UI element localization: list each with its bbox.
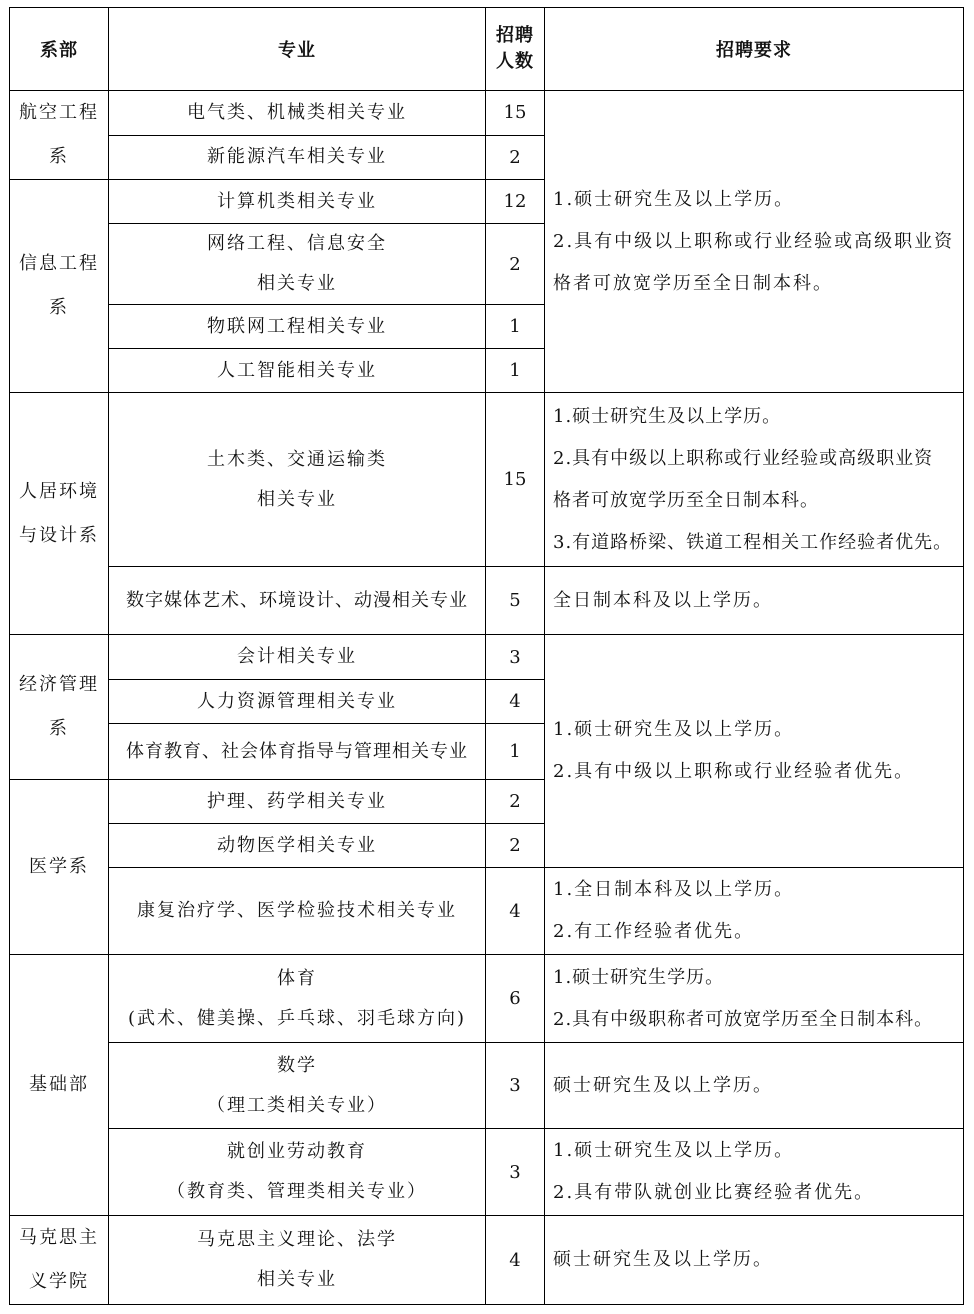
table-row	[10, 955, 964, 1043]
requirement-line: 1.硕士研究生学历。	[553, 966, 725, 988]
requirements-cell	[545, 393, 964, 567]
dept-line: 系	[49, 297, 69, 318]
requirement-line: 格者可放宽学历至全日制本科。	[553, 272, 833, 294]
dept-line: 医学系	[29, 856, 89, 877]
major-cell	[109, 1043, 486, 1129]
header-count	[486, 8, 545, 91]
requirements-cell	[545, 1129, 964, 1216]
requirement-line: 2.有工作经验者优先。	[553, 921, 755, 942]
requirements-cell	[545, 567, 964, 635]
table-row	[10, 91, 964, 136]
major-line: 康复治疗学、医学检验技术相关专业	[137, 900, 457, 921]
dept-line: 经济管理	[19, 674, 99, 695]
major-cell	[109, 635, 486, 680]
count-cell: 3	[486, 1129, 545, 1216]
major-cell	[109, 349, 486, 393]
header-count-line1: 招聘	[496, 25, 534, 46]
major-cell	[109, 305, 486, 349]
major-cell	[109, 393, 486, 567]
requirement-line: 1.全日制本科及以上学历。	[553, 879, 795, 900]
major-cell	[109, 224, 486, 305]
count-cell: 15	[486, 393, 545, 567]
dept-cell	[10, 780, 109, 955]
major-cell	[109, 680, 486, 724]
major-line: 土木类、交通运输类	[207, 448, 387, 470]
count-cell: 2	[486, 824, 545, 868]
major-line: 会计相关专业	[237, 646, 357, 667]
count-cell: 1	[486, 349, 545, 393]
requirement-line: 硕士研究生及以上学历。	[553, 1074, 773, 1096]
major-line: （理工类相关专业）	[207, 1094, 387, 1116]
major-cell	[109, 135, 486, 180]
major-cell	[109, 1129, 486, 1216]
dept-cell	[10, 955, 109, 1216]
major-line: 电气类、机械类相关专业	[187, 101, 407, 123]
count-cell: 4	[486, 1216, 545, 1305]
major-cell	[109, 955, 486, 1043]
requirement-line: 格者可放宽学历至全日制本科。	[553, 489, 819, 511]
dept-line: 航空工程	[19, 102, 99, 123]
major-cell	[109, 567, 486, 635]
requirement-line: 全日制本科及以上学历。	[553, 589, 773, 611]
dept-line: 人居环境	[19, 480, 99, 502]
table-row	[10, 567, 964, 635]
header-requirements: 招聘要求	[545, 8, 964, 91]
major-line: （教育类、管理类相关专业）	[167, 1181, 427, 1202]
major-line: 网络工程、信息安全	[207, 233, 387, 254]
requirement-line: 2.具有带队就创业比赛经验者优先。	[553, 1182, 875, 1203]
requirements-cell	[545, 635, 964, 868]
dept-cell	[10, 393, 109, 635]
dept-line: 系	[49, 718, 69, 739]
dept-line: 马克思主	[19, 1227, 99, 1248]
major-line: 人力资源管理相关专业	[197, 690, 397, 712]
major-line: 计算机类相关专业	[217, 190, 377, 212]
requirement-line: 1.硕士研究生及以上学历。	[553, 405, 782, 427]
count-cell: 2	[486, 224, 545, 305]
requirements-cell	[545, 1216, 964, 1305]
count-cell: 4	[486, 868, 545, 955]
header-major: 专业	[109, 8, 486, 91]
dept-line: 信息工程	[19, 253, 99, 274]
requirement-line: 1.硕士研究生及以上学历。	[553, 188, 795, 210]
requirements-cell	[545, 868, 964, 955]
dept-line: 义学院	[29, 1271, 89, 1292]
dept-line: 与设计系	[19, 524, 99, 546]
count-cell: 15	[486, 91, 545, 136]
dept-line: 系	[49, 146, 69, 167]
requirement-line: 1.硕士研究生及以上学历。	[553, 719, 795, 740]
requirements-cell	[545, 955, 964, 1043]
header-department: 系部	[10, 8, 109, 91]
major-line: 物联网工程相关专业	[207, 315, 387, 337]
count-cell: 2	[486, 780, 545, 824]
major-cell	[109, 780, 486, 824]
major-cell	[109, 724, 486, 780]
major-line: 动物医学相关专业	[217, 834, 377, 856]
requirements-cell	[545, 1043, 964, 1129]
major-line: 相关专业	[257, 273, 337, 294]
dept-cell	[10, 180, 109, 393]
major-line: 数学	[277, 1054, 317, 1076]
count-cell: 5	[486, 567, 545, 635]
dept-cell	[10, 635, 109, 780]
table-row	[10, 393, 964, 567]
table-row	[10, 1129, 964, 1216]
major-line: 体育教育、社会体育指导与管理相关专业	[126, 740, 468, 762]
count-cell: 1	[486, 724, 545, 780]
requirement-line: 1.硕士研究生及以上学历。	[553, 1140, 795, 1161]
table-row	[10, 1043, 964, 1129]
count-cell: 3	[486, 635, 545, 680]
table-row	[10, 868, 964, 955]
major-cell	[109, 180, 486, 224]
count-cell: 2	[486, 135, 545, 180]
dept-cell	[10, 1216, 109, 1305]
major-line: 就创业劳动教育	[227, 1141, 367, 1162]
count-cell: 12	[486, 180, 545, 224]
major-cell	[109, 824, 486, 868]
major-line: 相关专业	[257, 1269, 337, 1290]
major-line: 新能源汽车相关专业	[207, 146, 387, 168]
major-line: 马克思主义理论、法学	[197, 1229, 397, 1250]
count-cell: 6	[486, 955, 545, 1043]
major-line: 人工智能相关专业	[217, 359, 377, 381]
major-line: 护理、药学相关专业	[207, 790, 387, 812]
major-cell	[109, 91, 486, 136]
requirement-line: 2.具有中级职称者可放宽学历至全日制本科。	[553, 1008, 934, 1030]
requirement-line: 2.具有中级以上职称或行业经验或高级职业资	[553, 230, 955, 252]
count-cell: 3	[486, 1043, 545, 1129]
requirements-cell	[545, 91, 964, 393]
major-cell	[109, 868, 486, 955]
requirement-line: 2.具有中级以上职称或行业经验或高级职业资	[553, 447, 934, 469]
table-row	[10, 635, 964, 680]
requirement-line: 3.有道路桥梁、铁道工程相关工作经验者优先。	[553, 531, 953, 553]
major-line: 相关专业	[257, 488, 337, 510]
count-cell: 1	[486, 305, 545, 349]
header-count-line2: 人数	[496, 51, 534, 72]
major-line: (武术、健美操、乒乓球、羽毛球方向)	[127, 1007, 467, 1029]
major-line: 体育	[277, 967, 317, 989]
recruitment-table	[9, 7, 964, 1305]
major-cell	[109, 1216, 486, 1305]
requirement-line: 硕士研究生及以上学历。	[553, 1249, 773, 1270]
table-row	[10, 1216, 964, 1305]
requirement-line: 2.具有中级以上职称或行业经验者优先。	[553, 761, 915, 782]
dept-line: 基础部	[29, 1074, 89, 1095]
dept-cell	[10, 91, 109, 180]
header-row	[10, 8, 964, 91]
count-cell: 4	[486, 680, 545, 724]
major-line: 数字媒体艺术、环境设计、动漫相关专业	[126, 589, 468, 611]
